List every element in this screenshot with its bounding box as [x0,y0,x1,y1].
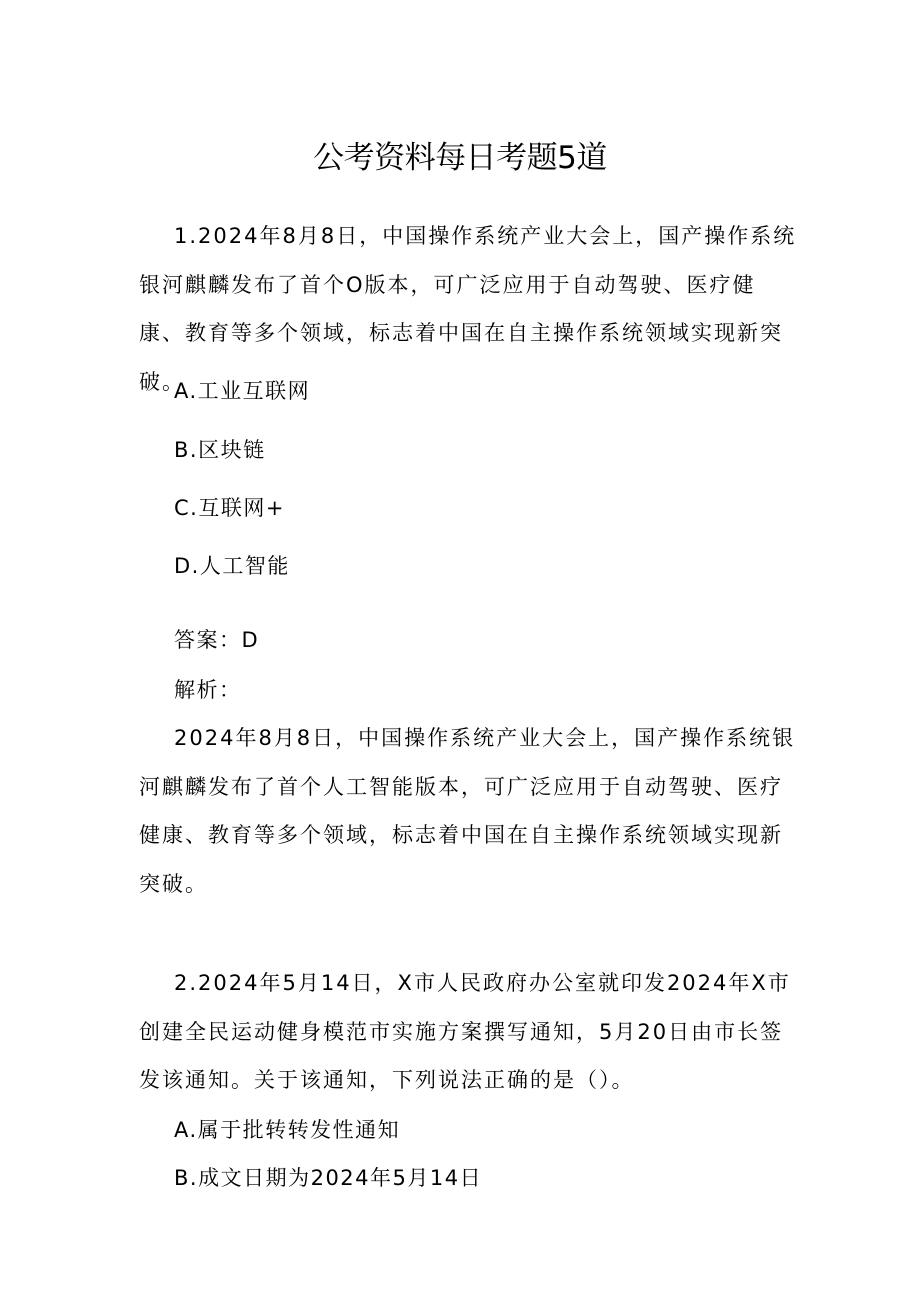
question-1-stem-text: 1.2024年8月8日，中国操作系统产业大会上，国产操作系统银河麒麟发布了首个O版本，可广泛应用于自动驾驶、医疗健康、教育等多个领域，标志着中国在自主操作系统领域实现新突破。 [139,224,797,394]
question-1-option-a: A.工业互联网 [174,379,311,403]
question-1-option-d: D.人工智能 [174,554,290,578]
question-2-option-a: A.属于批转转发性通知 [174,1118,401,1142]
question-1-option-c: C.互联网+ [174,496,285,520]
question-1-answer: 答案：D [174,628,260,652]
document-title: 公考资料每日考题5道 [313,140,607,176]
question-2-stem [139,959,799,1105]
question-1-analysis-label: 解析： [174,678,242,702]
question-1-analysis [139,714,799,908]
question-2-option-b: B.成文日期为2024年5月14日 [174,1166,483,1190]
question-1-option-b: B.区块链 [174,438,266,462]
question-1-analysis-text: 2024年8月8日，中国操作系统产业大会上，国产操作系统银河麒麟发布了首个人工智能版本，可广泛应用于自动驾驶、医疗健康、教育等多个领域，标志着中国在自主操作系统领域实现新突破。 [139,726,796,896]
question-2-stem-text: 2.2024年5月14日，X市人民政府办公室就印发2024年X市创建全民运动健身模范市实施方案撰写通知，5月20日由市长签发该通知。关于该通知，下列说法正确的是（）。 [139,971,791,1092]
